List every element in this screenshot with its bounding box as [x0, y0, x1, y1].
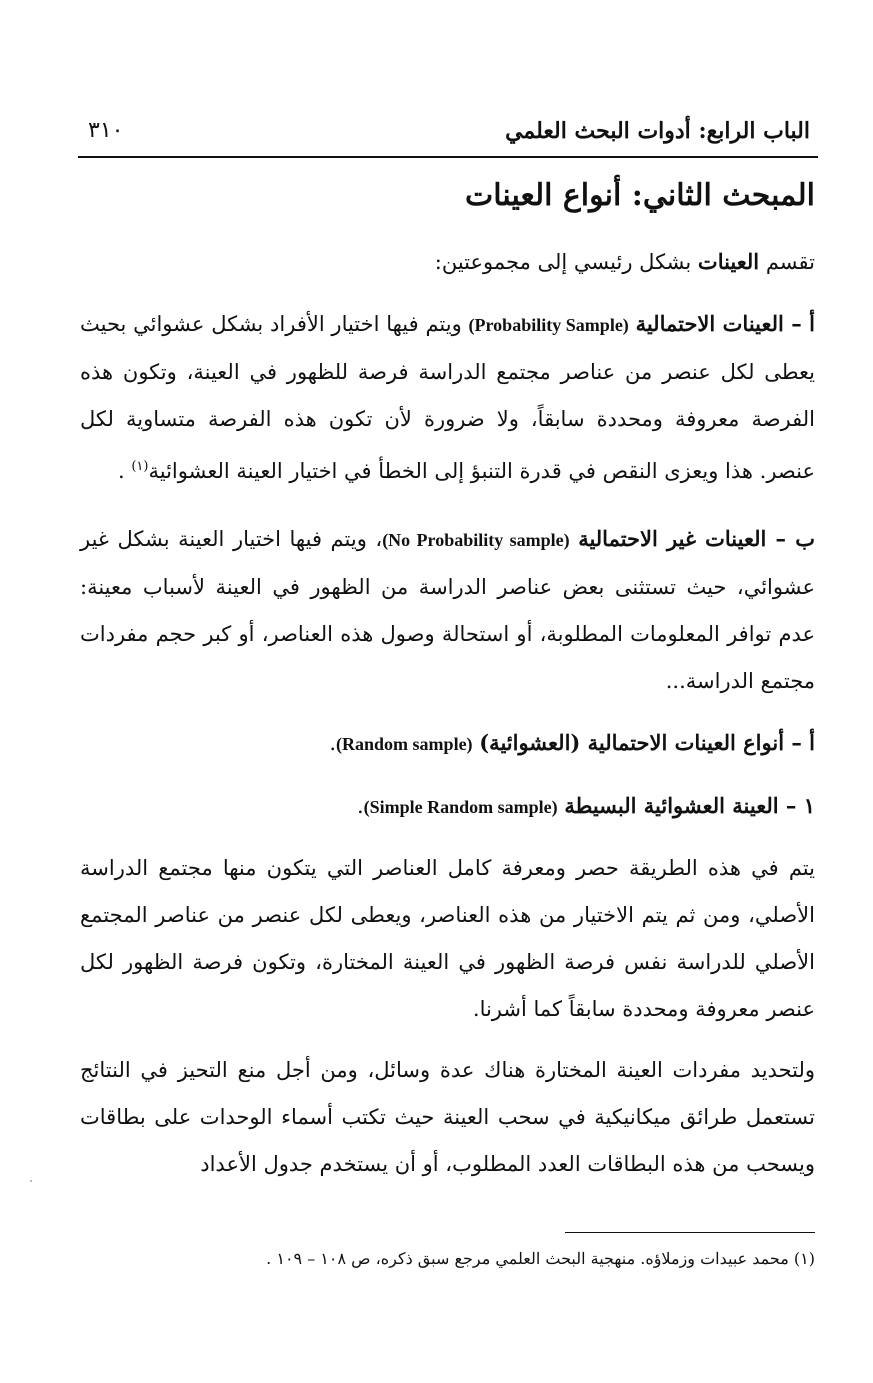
heading-simple-random-sample — [80, 782, 815, 831]
page-number: ٣١٠ — [88, 118, 124, 143]
heading-a-text: أ – أنواع العينات الاحتمالية (العشوائية) — [479, 730, 815, 755]
paragraph-non-probability-sample — [80, 515, 815, 705]
heading-1-latin-term: (Simple Random sample) — [363, 797, 558, 817]
heading-1-end: . — [356, 794, 364, 818]
heading-a-end: . — [329, 731, 337, 755]
paragraph-b-text: ، ويتم فيها اختيار العينة بشكل غير عشوائي، حيث تستثنى بعض عناصر الدراسة من الظهور في العينة لأسباب معينة: عدم توافر المعلومات المطلوبة، أو استحالة وصول هذه العناصر، أو كبر حجم مفردات مجتمع الدراسة... — [80, 527, 816, 693]
section-title: المبحث الثاني: أنواع العينات — [465, 178, 815, 213]
paragraph-a-end: . — [117, 459, 132, 483]
heading-1-text: ١ – العينة العشوائية البسيطة — [564, 793, 815, 818]
footnote-rule — [565, 1232, 815, 1233]
header-rule — [78, 156, 818, 158]
paragraph-a-latin-term: (Probability Sample) — [468, 315, 629, 335]
paragraph-a-label: أ – العينات الاحتمالية — [635, 311, 815, 336]
page-header — [80, 118, 818, 154]
heading-a-latin-term: (Random sample) — [336, 734, 473, 754]
paragraph-probability-sample — [80, 300, 815, 495]
intro-text-post: بشكل رئيسي إلى مجموعتين: — [434, 250, 698, 274]
heading-random-sample — [80, 719, 815, 768]
scan-speck — [30, 1180, 32, 1182]
paragraph-b-label: ب – العينات غير الاحتمالية — [578, 526, 815, 551]
intro-bold-term: العينات — [697, 249, 760, 274]
page-body — [80, 172, 815, 1188]
paragraph-simple-random-method: يتم في هذه الطريقة حصر ومعرفة كامل العناصر التي يتكون منها مجتمع الدراسة الأصلي، ومن ثم يتم الاختيار من هذه العناصر، ويعطى لكل عنصر من عناصر المجتمع الأصلي للدراسة نفس فرصة الظهور في العينة المختارة، وتكون فرصة الظهور لكل عنصر معروفة ومحددة سابقاً كما أشرنا. — [80, 856, 815, 1021]
intro-paragraph — [80, 238, 815, 286]
paragraph-b-latin-term: (No Probability sample) — [382, 530, 570, 550]
footnote-reference: (١) — [131, 459, 149, 474]
paragraph-a-text: ويتم فيها اختيار الأفراد بشكل عشوائي بحيث يعطى لكل عنصر من عناصر مجتمع الدراسة فرصة للظهور في العينة، وتكون هذه الفرصة معروفة ومحددة سابقاً، ولا ضرورة لأن تكون هذه الفرصة متساوية لكل عنصر. هذا ويعزى النقص في قدرة التنبؤ إلى الخطأ في اختيار العينة العشوائية — [80, 312, 815, 483]
running-title: الباب الرابع: أدوات البحث العلمي — [505, 118, 810, 144]
paragraph-selection-tools: ولتحديد مفردات العينة المختارة هناك عدة وسائل، ومن أجل منع التحيز في النتائج تستعمل طرائق ميكانيكية في سحب العينة حيث تكتب أسماء الوحدات على بطاقات ويسحب من هذه البطاقات العدد المطلوب، أو أن يستخدم جدول الأعداد — [80, 1058, 815, 1176]
footnote: (١) محمد عبيدات وزملاؤه. منهجية البحث العلمي مرجع سبق ذكره، ص ١٠٨ – ١٠٩ . — [266, 1249, 815, 1268]
intro-text-pre: تقسم — [759, 250, 815, 274]
